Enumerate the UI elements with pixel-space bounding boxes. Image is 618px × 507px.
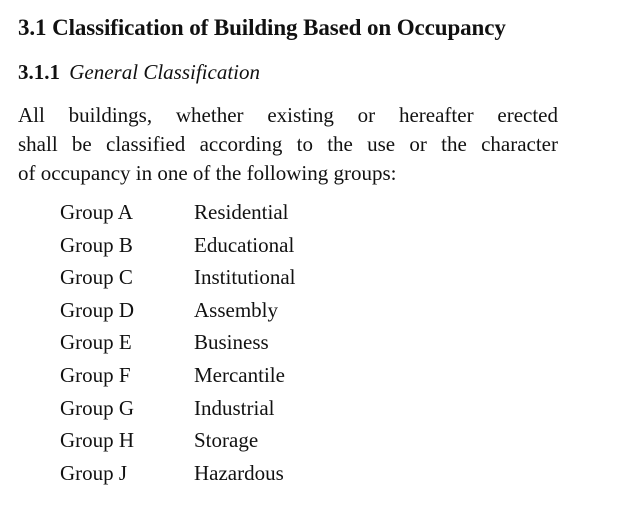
group-code: Group G	[60, 395, 135, 420]
group-name: Storage	[194, 428, 259, 453]
paragraph-line: shall be classified according to the use or the character	[18, 132, 558, 156]
section-title: 3.1 Classification of Building Based on Occupancy	[18, 15, 506, 40]
subsection-number: 3.1.1	[18, 60, 60, 84]
group-code: Group H	[60, 428, 135, 453]
group-code: Group A	[60, 200, 133, 224]
group-name: Institutional	[194, 265, 296, 290]
group-name: Residential	[194, 200, 289, 224]
group-code: Group B	[60, 232, 133, 257]
group-name: Mercantile	[194, 362, 285, 387]
group-code: Group F	[60, 362, 131, 387]
group-name: Educational	[194, 232, 295, 257]
list-item	[60, 424, 608, 457]
group-name: Assembly	[194, 297, 278, 322]
paragraph-line: All buildings, whether existing or hereafter erected	[18, 103, 558, 127]
group-name: Business	[194, 330, 269, 355]
group-code: Group C	[60, 265, 133, 290]
list-item	[60, 229, 608, 262]
group-name: Industrial	[194, 395, 275, 420]
list-item	[60, 326, 608, 359]
paragraph-line: of occupancy in one of the following groups:	[18, 161, 397, 185]
body-paragraph	[18, 101, 558, 188]
subsection-heading	[18, 57, 608, 87]
occupancy-group-list	[60, 196, 608, 489]
list-item	[60, 294, 608, 327]
group-code: Group E	[60, 330, 132, 355]
group-name: Hazardous	[194, 460, 284, 485]
subsection-title: General Classification	[69, 60, 260, 84]
group-code: Group D	[60, 297, 135, 322]
list-item	[60, 392, 608, 425]
list-item	[60, 457, 608, 490]
list-item	[60, 261, 608, 294]
list-item	[60, 196, 608, 229]
list-item	[60, 359, 608, 392]
document-page	[18, 12, 608, 489]
group-code: Group J	[60, 460, 128, 485]
